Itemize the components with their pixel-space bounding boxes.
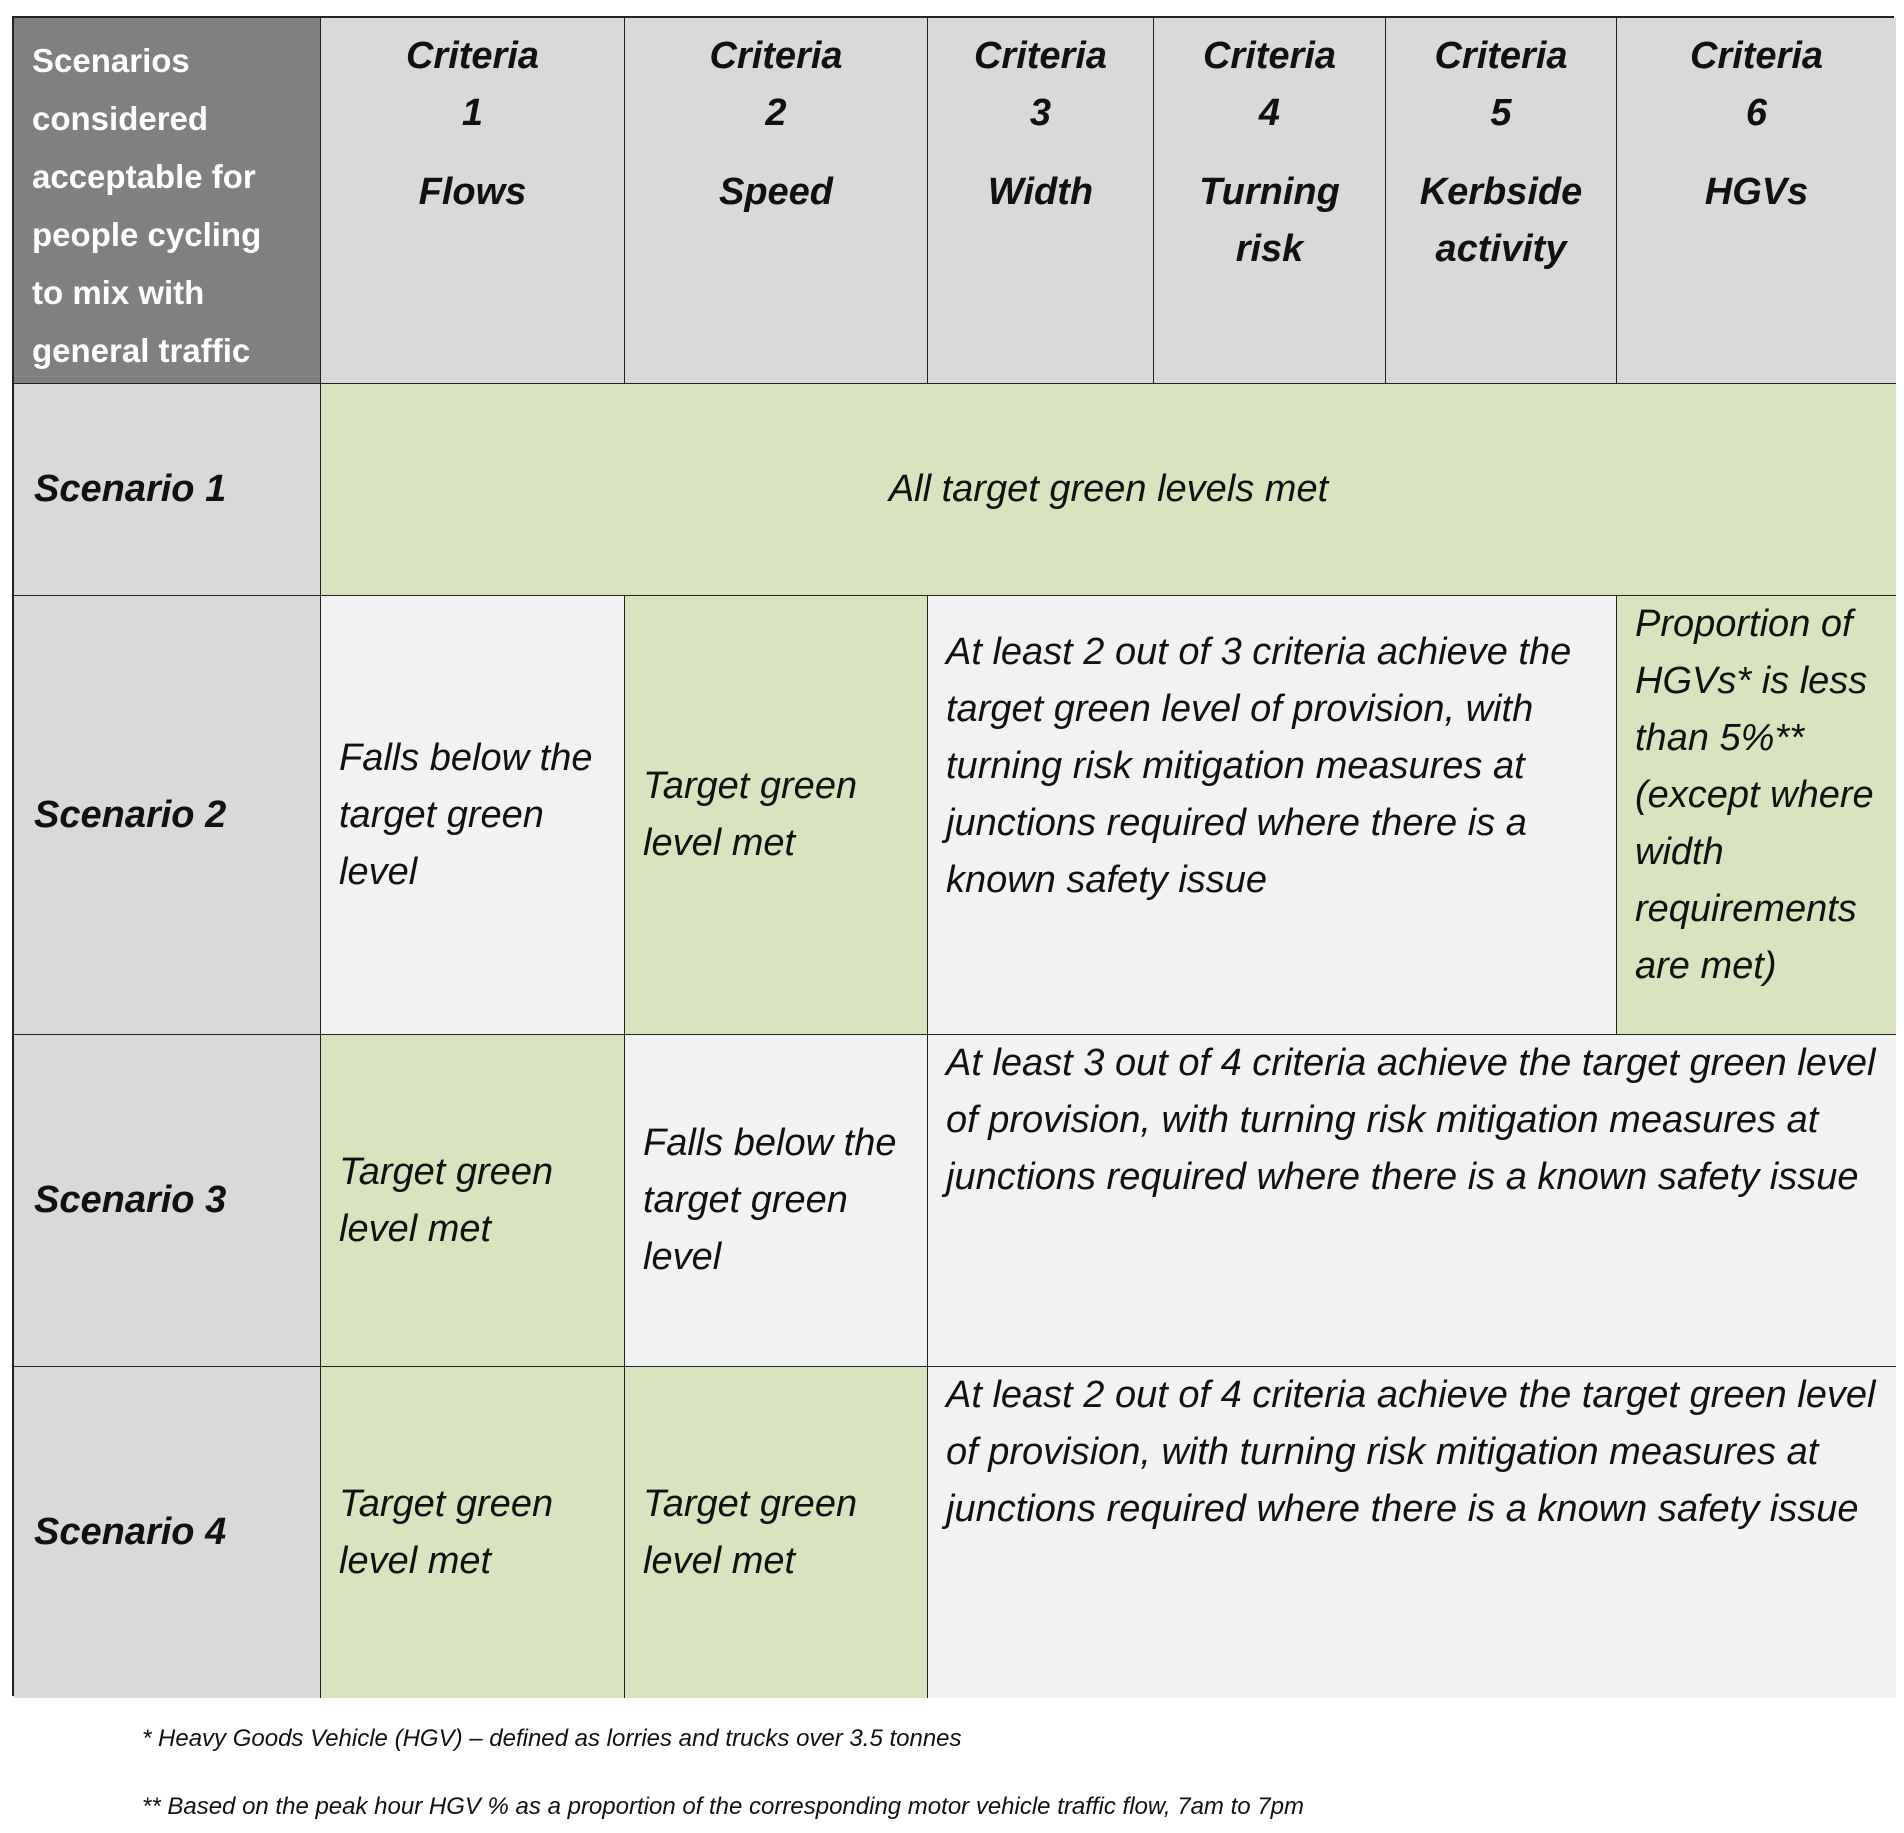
criteria-number: 4 [1258, 92, 1281, 134]
scenario-2-hgvs: Proportion of HGVs* is less than 5%**(except where width requirements are met) [1617, 596, 1896, 1035]
criteria-name: Turning [1199, 171, 1340, 213]
criteria-label: Criteria [405, 35, 540, 77]
corner-line: considered [32, 100, 209, 137]
criteria-label: Criteria [709, 35, 843, 77]
scenario-4-speed: Target green level met [625, 1367, 928, 1698]
criteria-label: Criteria [1434, 35, 1568, 77]
criteria-number: 3 [1029, 92, 1052, 134]
criteria-name: Kerbside [1419, 171, 1583, 213]
criteria-name: risk [1235, 228, 1304, 270]
criteria-name: Flows [418, 171, 527, 213]
scenario-3-speed: Falls below the target green level [625, 1035, 928, 1367]
scenario-3-flows: Target green level met [321, 1035, 625, 1367]
corner-line: acceptable for [32, 158, 256, 195]
criteria-3-header [928, 18, 1154, 384]
criteria-name: Speed [718, 171, 834, 213]
criteria-number: 2 [765, 92, 787, 134]
scenario-2-width-turning-kerbside: At least 2 out of 3 criteria achieve the target green level of provision, with turning risk mitigation measures at junctions required where there is a known safety issue [928, 596, 1617, 1035]
criteria-number: 5 [1490, 92, 1512, 134]
scenario-4-other-criteria: At least 2 out of 4 criteria achieve the target green level of provision, with turning risk mitigation measures at junctions required where there is a known safety issue [928, 1367, 1896, 1698]
criteria-label: Criteria [1689, 35, 1824, 77]
scenario-1-all-criteria: All target green levels met [321, 384, 1896, 596]
corner-line: Scenarios [32, 42, 190, 79]
scenario-2-flows: Falls below the target green level [321, 596, 625, 1035]
criteria-6-header [1617, 18, 1896, 384]
criteria-name: Width [987, 171, 1094, 213]
scenario-2-label: Scenario 2 [14, 596, 321, 1035]
criteria-4-header [1154, 18, 1386, 384]
footnote-hgv-definition: * Heavy Goods Vehicle (HGV) – defined as lorries and trucks over 3.5 tonnes [142, 1725, 962, 1752]
criteria-label: Criteria [973, 35, 1108, 77]
scenario-4-label: Scenario 4 [14, 1367, 321, 1698]
scenarios-table [12, 16, 1894, 1696]
criteria-5-header [1386, 18, 1617, 384]
corner-line: general traffic [32, 332, 251, 369]
criteria-2-header [625, 18, 928, 384]
scenario-3-label: Scenario 3 [14, 1035, 321, 1367]
scenario-2-speed: Target green level met [625, 596, 928, 1035]
criteria-number: 1 [461, 92, 484, 134]
corner-header [14, 18, 321, 384]
corner-line: to mix with [32, 274, 205, 311]
scenario-1-label: Scenario 1 [14, 384, 321, 596]
scenario-3-other-criteria: At least 3 out of 4 criteria achieve the target green level of provision, with turning risk mitigation measures at junctions required where there is a known safety issue [928, 1035, 1896, 1367]
criteria-name: HGVs [1704, 171, 1809, 213]
criteria-label: Criteria [1202, 35, 1337, 77]
criteria-1-header [321, 18, 625, 384]
criteria-name: activity [1435, 228, 1567, 270]
criteria-number: 6 [1745, 92, 1768, 134]
footnote-hgv-proportion: ** Based on the peak hour HGV % as a proportion of the corresponding motor vehicle traffic flow, 7am to 7pm [142, 1793, 1304, 1820]
scenario-4-flows: Target green level met [321, 1367, 625, 1698]
corner-line: people cycling [32, 216, 262, 253]
